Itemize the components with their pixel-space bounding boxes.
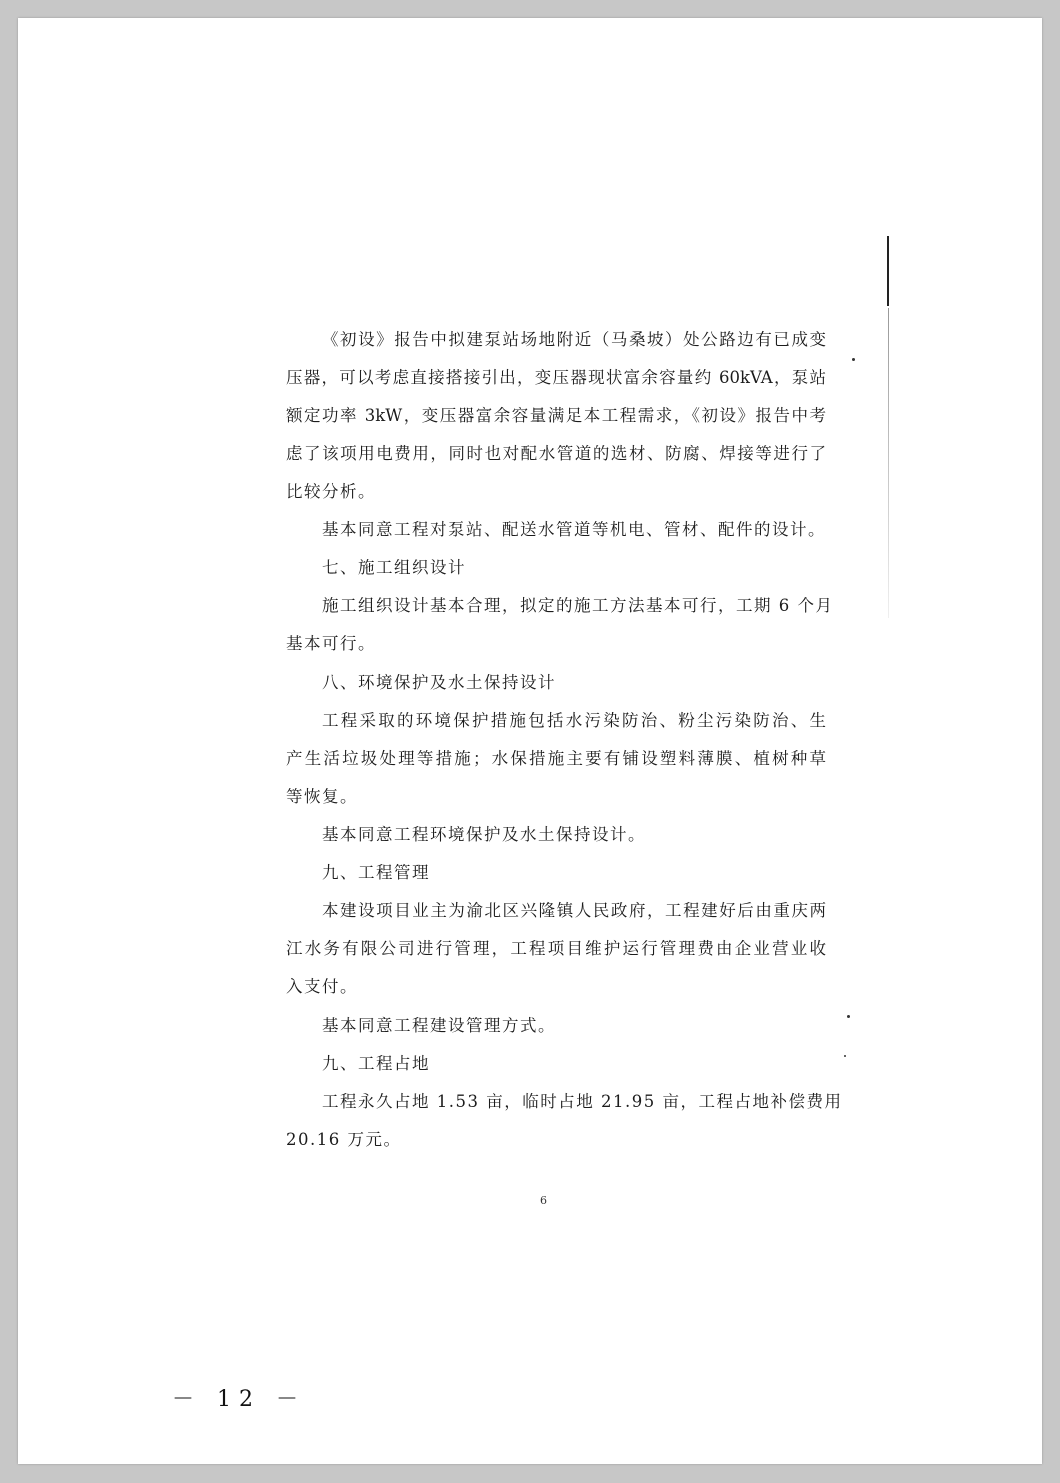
paragraph-line: 额定功率 3kW，变压器富余容量满足本工程需求，《初设》报告中考 [286,406,826,425]
scan-speck [852,358,855,361]
scan-speck [844,1055,846,1057]
section-heading: 七、施工组织设计 [322,558,466,577]
section-heading: 八、环境保护及水土保持设计 [322,673,556,692]
inner-page-number: 6 [540,1194,547,1207]
paragraph-line: 基本同意工程建设管理方式。 [322,1016,556,1035]
paragraph-line: 虑了该项用电费用，同时也对配水管道的选材、防腐、焊接等进行了 [286,444,826,463]
paragraph-line: 基本同意工程对泵站、配送水管道等机电、管材、配件的设计。 [322,520,826,539]
scan-speck [847,1015,850,1018]
section-heading: 九、工程管理 [322,863,430,882]
outer-page-number: － 12 － [172,1387,306,1412]
paragraph-line: 基本可行。 [286,634,376,653]
document-page [18,18,1042,1464]
paragraph-line: 20.16 万元。 [286,1130,402,1149]
scan-edge-faint-mark [888,308,889,618]
section-heading: 九、工程占地 [322,1054,430,1073]
paragraph-line: 压器，可以考虑直接搭接引出，变压器现状富余容量约 60kVA，泵站 [286,368,826,387]
paragraph-line: 基本同意工程环境保护及水土保持设计。 [322,825,646,844]
paragraph-line: 施工组织设计基本合理，拟定的施工方法基本可行，工期 6 个月 [322,596,834,615]
scan-edge-mark [887,236,889,306]
paragraph-line: 江水务有限公司进行管理，工程项目维护运行管理费由企业营业收 [286,939,826,958]
paragraph-line: 产生活垃圾处理等措施；水保措施主要有铺设塑料薄膜、植树种草 [286,749,826,768]
paragraph-line: 本建设项目业主为渝北区兴隆镇人民政府，工程建好后由重庆两 [322,901,826,920]
paragraph-line: 等恢复。 [286,787,358,806]
paragraph-line: 比较分析。 [286,482,376,501]
paragraph-line: 工程永久占地 1.53 亩，临时占地 21.95 亩，工程占地补偿费用 [322,1092,843,1111]
paragraph-line: 工程采取的环境保护措施包括水污染防治、粉尘污染防治、生 [322,711,826,730]
paragraph-line: 《初设》报告中拟建泵站场地附近（马桑坡）处公路边有已成变 [322,330,826,349]
paragraph-line: 入支付。 [286,977,358,996]
